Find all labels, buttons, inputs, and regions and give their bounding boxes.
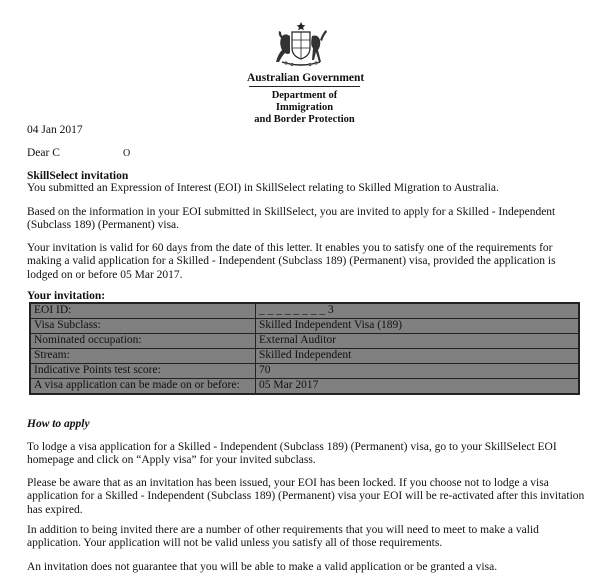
salutation-redaction-mark: O [123, 148, 131, 159]
paragraph-lodge: To lodge a visa application for a Skilled - Independent (Subclass 189) (Permanent) visa, go to your SkillSelect EOI homepage and click on “Apply visa” for your invited subclass. [27, 441, 557, 467]
paragraph-validity: Your invitation is valid for 60 days from the date of this letter. It enables you to satisfy one of the requirements for making a valid application for a Skilled - Independent (Subclass 189) (Permanent) visa, provided the application is lodged on or before 05 Mar 2017. [27, 242, 556, 281]
row-value: External Auditor [256, 334, 580, 349]
table-row [30, 349, 579, 364]
row-value: Skilled Independent Visa (189) [256, 319, 580, 334]
row-value: _ _ _ _ _ _ _ _ 3 [256, 303, 580, 319]
table-row [30, 364, 579, 379]
paragraph-eoi-locked: Please be aware that as an invitation has been issued, your EOI has been locked. If you choose not to lodge a visa application for a Skilled - Independent (Subclass 189) (Permanent) visa your EOI will be re-activated after this invitation has expired. [27, 477, 585, 516]
letterhead-divider [249, 86, 360, 87]
row-value: Skilled Independent [256, 349, 580, 364]
table-row [30, 319, 579, 334]
salutation [27, 147, 131, 160]
row-label: Nominated occupation: [30, 334, 256, 349]
table-row [30, 334, 579, 349]
letter-date: 04 Jan 2017 [27, 124, 83, 136]
table-row [30, 303, 579, 319]
paragraph-no-guarantee: An invitation does not guarantee that you will be able to make a valid application or be granted a visa. [27, 561, 498, 573]
invitation-heading: Your invitation: [27, 290, 106, 302]
department-line-1: Department of Immigration [271, 90, 338, 113]
government-name: Australian Government [247, 72, 365, 84]
invitation-table [29, 302, 580, 395]
paragraph-invited: Based on the information in your EOI submitted in SkillSelect, you are invited to apply for a Skilled - Independent (Subclass 189) (Permanent) visa. [27, 206, 556, 232]
paragraph-requirements: In addition to being invited there are a number of other requirements that you will need to meet to make a valid application. Your application will not be valid unless you satisfy all of those requirements. [27, 524, 539, 550]
department-line-2: and Border Protection [254, 114, 355, 125]
coat-of-arms-icon [270, 20, 332, 68]
table-row [30, 379, 579, 395]
how-to-apply-heading: How to apply [27, 418, 90, 430]
row-label: A visa application can be made on or before: [30, 379, 256, 395]
section-title: SkillSelect invitation [27, 170, 129, 182]
salutation-text: Dear C [27, 147, 60, 159]
department-name [245, 90, 364, 126]
paragraph-eoi-submitted: You submitted an Expression of Interest (EOI) in SkillSelect relating to Skilled Migration to Australia. [27, 182, 499, 194]
row-value: 70 [256, 364, 580, 379]
row-label: EOI ID: [30, 303, 256, 319]
row-label: Indicative Points test score: [30, 364, 256, 379]
row-value: 05 Mar 2017 [256, 379, 580, 395]
row-label: Stream: [30, 349, 256, 364]
row-label: Visa Subclass: [30, 319, 256, 334]
